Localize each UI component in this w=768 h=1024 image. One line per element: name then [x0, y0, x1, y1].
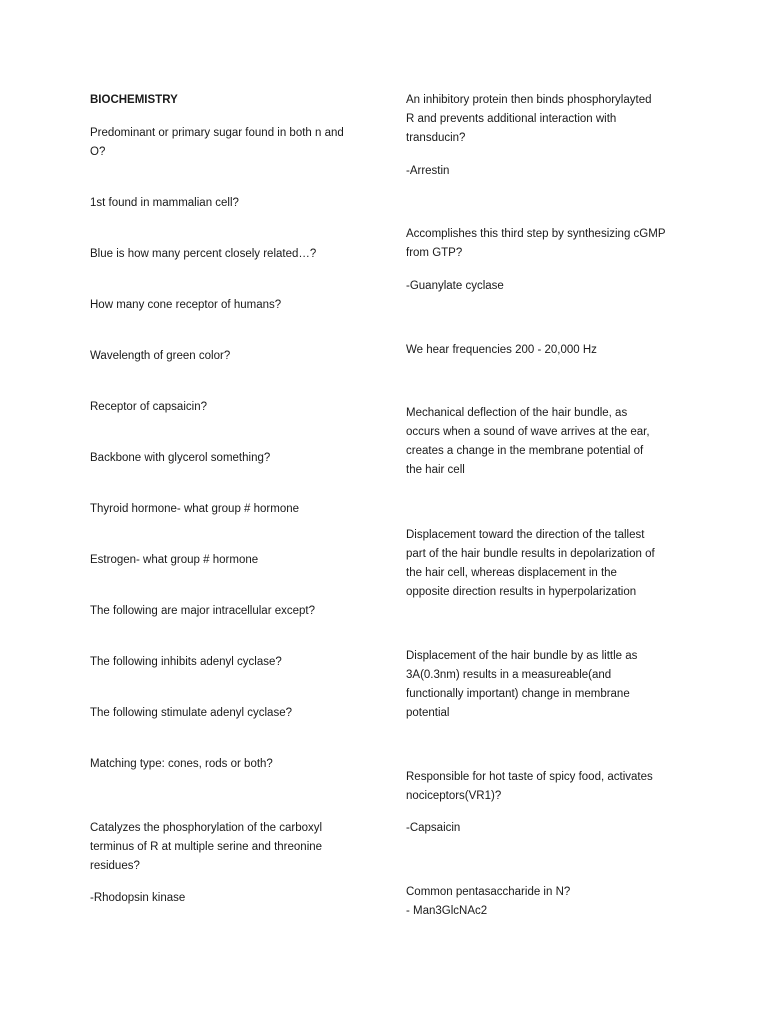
question-line: Backbone with glycerol something? [90, 452, 271, 464]
statement-line: functionally important) change in membrane [406, 688, 630, 700]
document-heading: BIOCHEMISTRY [90, 94, 178, 106]
question-line: The following are major intracellular except? [90, 605, 315, 617]
statement-line: potential [406, 707, 450, 719]
question-line: Blue is how many percent closely related…? [90, 248, 317, 260]
answer-line: -Guanylate cyclase [406, 280, 504, 292]
question-line: residues? [90, 860, 140, 872]
question-line: Estrogen- what group # hormone [90, 554, 259, 566]
question-line: Receptor of capsaicin? [90, 401, 207, 413]
statement-line: Displacement of the hair bundle by as little as [406, 650, 638, 662]
question-line: Thyroid hormone- what group # hormone [90, 503, 300, 515]
statement-line: the hair cell, whereas displacement in the [406, 567, 617, 579]
answer-line: -Arrestin [406, 165, 450, 177]
question-line: Predominant or primary sugar found in both n and [90, 127, 344, 139]
statement-line: creates a change in the membrane potential of [406, 445, 644, 457]
statement-line: We hear frequencies 200 - 20,000 Hz [406, 344, 597, 356]
statement-line: 3A(0.3nm) results in a measureable(and [406, 669, 612, 681]
question-line: Matching type: cones, rods or both? [90, 758, 273, 770]
question-line: How many cone receptor of humans? [90, 299, 282, 311]
statement-line: part of the hair bundle results in depolarization of [406, 548, 655, 560]
question-line: transducin? [406, 132, 466, 144]
statement-line: opposite direction results in hyperpolarization [406, 586, 637, 598]
question-line: O? [90, 146, 106, 158]
answer-line: -Rhodopsin kinase [90, 892, 186, 904]
statement-line: Mechanical deflection of the hair bundle, as [406, 407, 628, 419]
answer-line: -Capsaicin [406, 822, 461, 834]
question-line: Wavelength of green color? [90, 350, 231, 362]
question-line: Responsible for hot taste of spicy food, activates [406, 771, 653, 783]
answer-line: - Man3GlcNAc2 [406, 905, 488, 917]
question-line: nociceptors(VR1)? [406, 790, 502, 802]
question-line: Accomplishes this third step by synthesizing cGMP [406, 228, 666, 240]
question-line: Common pentasaccharide in N? [406, 886, 571, 898]
question-line: 1st found in mammalian cell? [90, 197, 239, 209]
question-line: The following inhibits adenyl cyclase? [90, 656, 282, 668]
statement-line: occurs when a sound of wave arrives at the ear, [406, 426, 650, 438]
statement-line: the hair cell [406, 464, 465, 476]
statement-line: Displacement toward the direction of the tallest [406, 529, 645, 541]
question-line: terminus of R at multiple serine and threonine [90, 841, 323, 853]
question-line: An inhibitory protein then binds phosphorylayted [406, 94, 652, 106]
question-line: Catalyzes the phosphorylation of the carboxyl [90, 822, 323, 834]
question-line: R and prevents additional interaction with [406, 113, 617, 125]
question-line: The following stimulate adenyl cyclase? [90, 707, 292, 719]
question-line: from GTP? [406, 247, 463, 259]
